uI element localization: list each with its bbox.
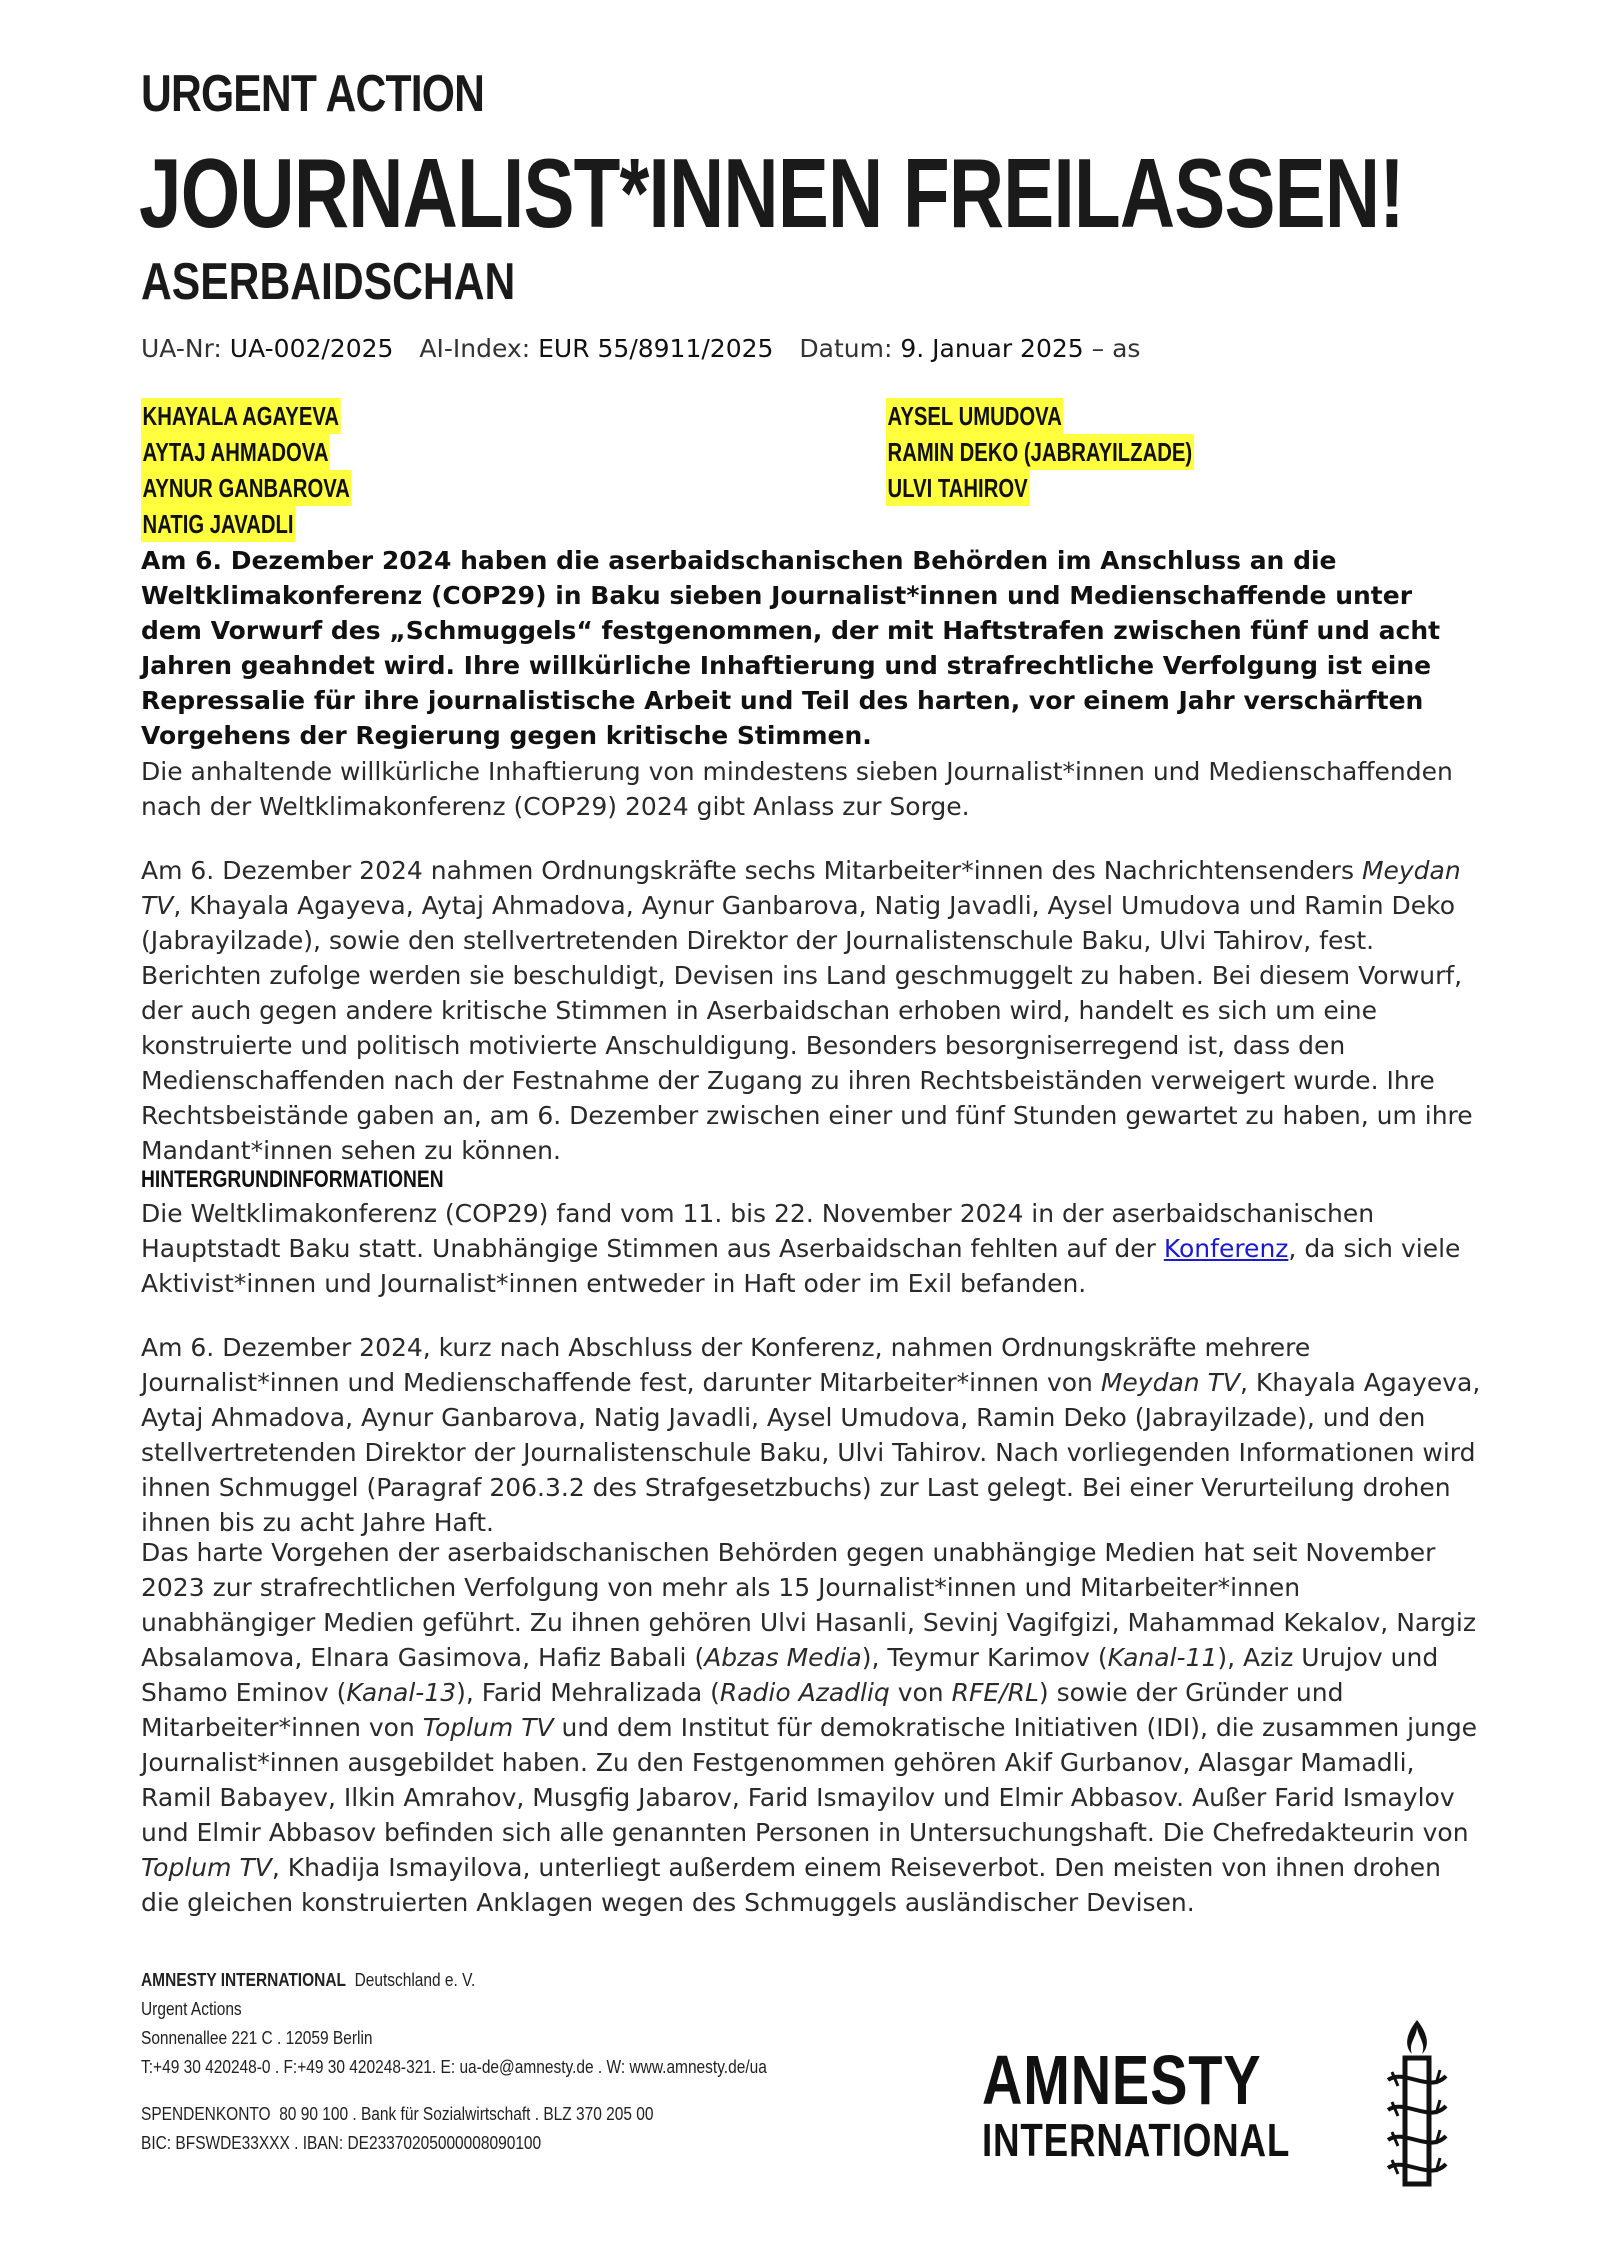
media-name: Toplum TV xyxy=(422,1713,554,1742)
footer-bank: SPENDENKONTO 80 90 100 . Bank für Sozialwirtschaft . BLZ 370 205 00 xyxy=(141,2104,654,2124)
media-name: Meydan TV xyxy=(141,856,1461,920)
media-name: Abzas Media xyxy=(704,1643,862,1672)
media-name: Meydan TV xyxy=(1100,1368,1240,1397)
name-item: AYNUR GANBAROVA xyxy=(141,470,351,506)
footer-iban: BIC: BFSWDE33XXX . IBAN: DE23370205000008090100 xyxy=(141,2133,542,2153)
text-run: Am 6. Dezember 2024, kurz nach Abschluss der Konferenz, nahmen Ordnungskräfte mehrere Journalist*innen und Medienschaffende fest, darunter Mitarbeiter*innen von xyxy=(141,1333,1311,1397)
name-item: AYTAJ AHMADOVA xyxy=(141,434,330,470)
lead-paragraph: Am 6. Dezember 2024 haben die aserbaidschanischen Behörden im Anschluss an die Weltklimakonferenz (COP29) in Baku sieben Journalist*innen und Medienschaffende unter dem Vorwurf des „Schmuggels“ festgenommen, der mit Haftstrafen zwischen fünf und acht Jahren geahndet wird. Ihre willkürliche Inhaftierung und strafrechtliche Verfolgung ist eine Repressalie für ihre journalistische Arbeit und Teil des harten, vor einem Jahr verschärften Vorgehens der Regierung gegen kritische Stimmen. xyxy=(141,546,1441,750)
name-item: NATIG JAVADLI xyxy=(141,506,295,542)
names-list-left xyxy=(141,398,411,542)
wordmark-line-1: AMNESTY xyxy=(982,2041,1262,2119)
wordmark-line-2: INTERNATIONAL xyxy=(982,2114,1291,2166)
background-heading: HINTERGRUNDINFORMATIONEN xyxy=(141,1166,444,1193)
names-list-right xyxy=(886,398,1281,506)
name-item: AYSEL UMUDOVA xyxy=(886,398,1063,434)
media-name: Kanal-11 xyxy=(1107,1643,1218,1672)
page-title: JOURNALIST*INNEN FREILASSEN! xyxy=(139,138,1404,248)
text-run: ), Teymur Karimov ( xyxy=(861,1643,1108,1672)
text-run: ), Aziz Urujov und Shamo Eminov ( xyxy=(141,1643,1439,1707)
konferenz-link[interactable]: Konferenz xyxy=(1163,1234,1289,1263)
text-run: und dem Institut für demokratische Initiativen (IDI), die zusammen junge Journalist*innen ausgebildet haben. Zu den Festgenommen gehören Akif Gurbanov, Alasgar Mamadli, Ramil Babayev, Ilkin Amrahov, Musgfig Jabarov, Farid Ismayilov und Elmir Abbasov. Außer Farid Ismaylov und Elmir Abbasov befinden sich alle genannten Personen in Untersuchungshaft. Die Chefredakteurin von xyxy=(141,1713,1478,1847)
amnesty-wordmark xyxy=(982,2041,1291,2166)
footer-contact-line: T:+49 30 420248-0 . F:+49 30 420248-321. E: ua-de@amnesty.de . W: www.amnesty.de/ua xyxy=(141,2057,767,2077)
author-initials: – as xyxy=(1083,334,1141,363)
body-paragraph-5 xyxy=(141,1535,1481,1920)
ua-number-label: UA-Nr: xyxy=(141,334,222,363)
footer-dept: Urgent Actions xyxy=(141,1999,242,2019)
footer-org-suffix: Deutschland e. V. xyxy=(345,1970,476,1990)
footer-org-name: AMNESTY INTERNATIONAL xyxy=(141,1970,346,1990)
meta-line xyxy=(141,333,1140,365)
media-name: Kanal-13 xyxy=(346,1678,457,1707)
ai-index-value: EUR 55/8911/2025 xyxy=(538,334,774,363)
name-item: ULVI TAHIROV xyxy=(886,470,1029,506)
urgent-action-label: URGENT ACTION xyxy=(141,65,485,123)
date-label: Datum: xyxy=(799,334,893,363)
text-run: Das harte Vorgehen der aserbaidschanischen Behörden gegen unabhängige Medien hat seit November 2023 zur strafrechtlichen Verfolgung von mehr als 15 Journalist*innen und Mitarbeiter*innen unabhängiger Medien geführt. Zu ihnen gehören Ulvi Hasanli, Sevinj Vagifgizi, Mahammad Kekalov, Nargiz Absalamova, Elnara Gasimova, Hafiz Babali ( xyxy=(141,1538,1476,1672)
date-value: 9. Januar 2025 xyxy=(900,334,1084,363)
text-run: , Khayala Agayeva, Aytaj Ahmadova, Aynur Ganbarova, Natig Javadli, Aysel Umudova, Ramin Deko (Jabrayilzade), und den stellvertretenden Direktor der Journalistenschule Baku, Ulvi Tahirov. Nach vorliegenden Informationen wird ihnen Schmuggel (Paragraf 206.3.2 des Strafgesetzbuchs) zur Last gelegt. Bei einer Verurteilung drohen ihnen bis zu acht Jahre Haft. xyxy=(141,1368,1481,1537)
text-run: ), Farid Mehralizada ( xyxy=(456,1678,720,1707)
text-run: , Khayala Agayeva, Aytaj Ahmadova, Aynur Ganbarova, Natig Javadli, Aysel Umudova und Ramin Deko (Jabrayilzade), sowie den stellvertretenden Direktor der Journalistenschule Baku, Ulvi Tahirov, fest. Berichten zufolge werden sie beschuldigt, Devisen ins Land geschmuggelt zu haben. Bei diesem Vorwurf, der auch gegen andere kritische Stimmen in Aserbaidschan erhoben wird, handelt es sich um eine konstruierte und politisch motivierte Anschuldigung. Besonders besorgniserregend ist, dass den Medienschaffenden nach der Festnahme der Zugang zu ihren Rechtsbeiständen verweigert wurde. Ihre Rechtsbeistände gaben an, am 6. Dezember zwischen einer und fünf Stunden gewartet zu haben, um ihre Mandant*innen sehen zu können. xyxy=(141,891,1473,1165)
footer-org-line xyxy=(141,1966,767,1995)
name-item: RAMIN DEKO (JABRAYILZADE) xyxy=(886,434,1194,470)
candle-barbed-wire-icon xyxy=(1384,2018,1450,2188)
media-name: Toplum TV xyxy=(141,1853,272,1882)
body-paragraph-2 xyxy=(141,853,1481,1168)
text-run: , da sich viele Aktivist*innen und Journalist*innen entweder in Haft oder im Exil befanden. xyxy=(141,1234,1461,1298)
ai-index-label: AI-Index: xyxy=(419,334,531,363)
body-paragraph-1: Die anhaltende willkürliche Inhaftierung von mindestens sieben Journalist*innen und Medienschaffenden nach der Weltklimakonferenz (COP29) 2024 gibt Anlass zur Sorge. xyxy=(141,757,1453,821)
media-name: RFE/RL xyxy=(951,1678,1039,1707)
country-heading: ASERBAIDSCHAN xyxy=(141,253,516,311)
name-item: KHAYALA AGAYEVA xyxy=(141,398,341,434)
text-run: Die Weltklimakonferenz (COP29) fand vom 11. bis 22. November 2024 in der aserbaidschanischen Hauptstadt Baku statt. Unabhängige Stimmen aus Aserbaidschan fehlten auf der xyxy=(141,1199,1375,1263)
media-name: Radio Azadliq xyxy=(719,1678,890,1707)
text-run: von xyxy=(889,1678,952,1707)
ua-number-value: UA-002/2025 xyxy=(229,334,394,363)
text-run: , Khadija Ismayilova, unterliegt außerdem einem Reiseverbot. Den meisten von ihnen drohen die gleichen konstruierten Anklagen wegen des Schmuggels ausländischer Devisen. xyxy=(141,1853,1441,1917)
body-paragraph-4 xyxy=(141,1330,1481,1540)
body-paragraph-3 xyxy=(141,1196,1481,1301)
text-run: Am 6. Dezember 2024 nahmen Ordnungskräfte sechs Mitarbeiter*innen des Nachrichtensenders xyxy=(141,856,1362,885)
footer-address: Sonnenallee 221 C . 12059 Berlin xyxy=(141,2028,373,2048)
text-run: ) sowie der Gründer und Mitarbeiter*innen von xyxy=(141,1678,1344,1742)
footer-contact xyxy=(141,1966,767,2158)
